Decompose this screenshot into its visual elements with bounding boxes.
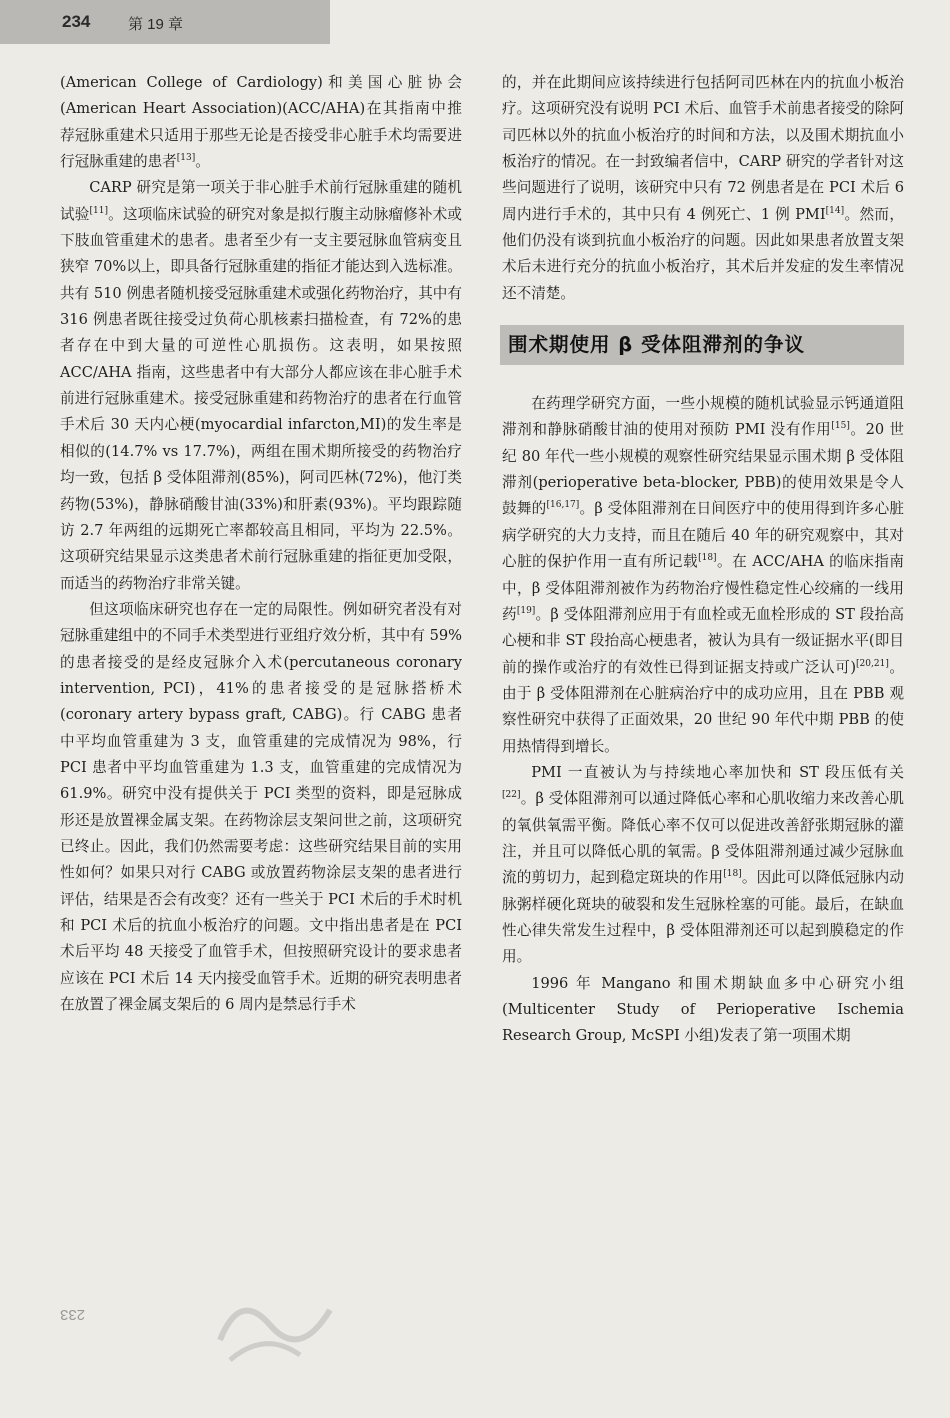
section-heading: 围术期使用 β 受体阻滞剂的争议 — [500, 325, 904, 365]
paragraph-text: 。β 受体阻滞剂在日间医疗中的使用得到许多心脏病学研究的大力支持，而且在随后 40 年的研究观察中，其对心脏的保护作用一直有所记载 — [502, 500, 904, 571]
citation: [22] — [502, 790, 521, 801]
paragraph-text: 。 — [195, 153, 210, 171]
paragraph-text: 。β 受体阻滞剂应用于有血栓或无血栓形成的 ST 段抬高心梗和非 ST 段抬高心梗患者，被认为具有一级证据水平(即目前的操作或治疗的有效性已得到证据支持或广泛认可) — [502, 605, 904, 676]
citation: [14] — [825, 205, 845, 216]
paragraph-text: 。在 ACC/AHA 的临床指南中，β 受体阻滞剂被作为药物治疗慢性稳定性心绞痛的一线用药 — [502, 553, 904, 623]
paragraph-text: 。因此可以降低冠脉内动脉粥样硬化斑块的破裂和发生冠脉栓塞的可能。最后，在缺血性心律失常发生过程中，β 受体阻滞剂还可以起到膜稳定的作用。 — [502, 869, 904, 966]
paragraph-text: 但这项临床研究也存在一定的局限性。例如研究者没有对冠脉重建组中的不同手术类型进行亚组疗效分析，其中有 59%的患者接受的是经皮冠脉介入术(percutaneous coronary intervention, PCI)，41%的患者接受的是冠脉搭桥术(coronary artery bypass graft, CABG)。行 CABG 患者中平均血管重建为 3 支，血管重建的完成情况为 98%，行 PCI 患者中平均血管重建为 1.3 支，血管重建的完成情况为 61.9%。研究中没有提供关于 PCI 类型的资料，即是冠脉成形还是放置裸金属支架。在药物涂层支架问世之前，这项研究已终止。因此，我们仍然需要考虑：这些研究结果目前的实用性如何？如果只对行 CABG 或放置药物涂层支架的患者进行评估，结果是否会有改变？还有一些关于 PCI 术后的手术时机和 PCI 术后的抗血小板治疗的问题。文中指出患者是在 PCI 术后平均 48 天接受了血管手术，但按照研究设计的要求患者应该在 PCI 术后 14 天内接受血管手术。近期的研究表明患者在放置了裸金属支架后的 6 周内是禁忌行手术 — [60, 600, 462, 1014]
mirrored-page-number: 233 — [60, 1306, 86, 1323]
header-bar — [0, 0, 330, 44]
citation: [19] — [516, 605, 536, 616]
right-column — [502, 70, 904, 1050]
chapter-label: 第 19 章 — [128, 16, 184, 33]
citation: [18] — [723, 869, 742, 880]
paragraph — [502, 391, 904, 760]
paragraph-text: 在药理学研究方面，一些小规模的随机试验显示钙通道阻滞剂和静脉硝酸甘油的使用对预防 PMI 没有作用 — [502, 395, 904, 439]
paragraph-text: 。由于 β 受体阻滞剂在心脏病治疗中的成功应用，且在 PBB 观察性研究中获得了正面效果，20 世纪 90 年代中期 PBB 的使用热情得到增长。 — [502, 658, 904, 755]
left-column — [60, 70, 462, 1018]
paragraph — [60, 175, 462, 597]
citation: [20,21] — [856, 658, 889, 669]
paragraph-text: 。然而，他们仍没有谈到抗血小板治疗的问题。因此如果患者放置支架术后未进行充分的抗血小板治疗，其术后并发症的发生率情况还不清楚。 — [502, 205, 904, 302]
citation: [11] — [89, 205, 108, 216]
paragraph — [502, 760, 904, 971]
paragraph — [502, 971, 904, 1050]
page-number: 234 — [62, 12, 91, 31]
paragraph — [60, 70, 462, 175]
citation: [15] — [831, 421, 850, 432]
paragraph-text: 。β 受体阻滞剂可以通过降低心率和心肌收缩力来改善心肌的氧供氧需平衡。降低心率不仅可以促进改善舒张期冠脉的灌注，并且可以降低心肌的氧需。β 受体阻滞剂通过减少冠脉血流的剪切力，起到稳定斑块的作用 — [502, 790, 904, 887]
paragraph-text: PMI 一直被认为与持续地心率加快和 ST 段压低有关 — [531, 763, 904, 781]
paragraph — [502, 70, 904, 307]
citation: [18] — [698, 553, 717, 564]
watermark-stamp-icon — [210, 1270, 340, 1370]
paragraph — [60, 597, 462, 1019]
citation: [16,17] — [546, 500, 580, 511]
paragraph-text: 1996 年 Mangano 和围术期缺血多中心研究小组(Multicenter Study of Perioperative Ischemia Research Group, McSPI 小组)发表了第一项围术期 — [502, 974, 904, 1045]
citation: [13] — [176, 153, 196, 164]
paragraph-text: CARP 研究是第一项关于非心脏手术前行冠脉重建的随机试验 — [60, 179, 462, 223]
paragraph-text: 。20 世纪 80 年代一些小规模的观察性研究结果显示围术期 β 受体阻滞剂(perioperative beta-blocker, PBB)的使用效果是令人鼓舞的 — [502, 421, 904, 518]
paragraph-text: 。这项临床试验的研究对象是拟行腹主动脉瘤修补术或下肢血管重建术的患者。患者至少有一支主要冠脉血管病变且狭窄 70%以上，即具备行冠脉重建的指征才能达到入选标准。共有 510 例患者随机接受冠脉重建术或强化药物治疗，其中有 316 例患者既往接受过负荷心肌核素扫描检查，有 72%的患者存在中到大量的可逆性心肌损伤。这表明，如果按照 ACC/AHA 指南，这些患者中有大部分人都应该在非心脏手术前进行冠脉重建术。接受冠脉重建和药物治疗的患者在行血管手术后 30 天内心梗(myocardial infarcton,MI)的发生率是相似的(14.7% vs 17.7%)，两组在围术期所接受的药物治疗均一致，包括 β 受体阻滞剂(85%)，阿司匹林(72%)，他汀类药物(53%)，静脉硝酸甘油(33%)和肝素(93%)。平均跟踪随访 2.7 年两组的远期死亡率都较高且相同，平均为 22.5%。这项研究结果显示这类患者术前行冠脉重建的指征更加受限，而适当的药物治疗非常关键。 — [60, 205, 462, 592]
paragraph-text: (American College of Cardiology)和美国心脏协会(American Heart Association)(ACC/AHA)在其指南中推荐冠脉重建术只适用于那些无论是否接受非心脏手术均需要进行冠脉重建的患者 — [60, 74, 462, 171]
paragraph-text: 的，并在此期间应该持续进行包括阿司匹林在内的抗血小板治疗。这项研究没有说明 PCI 术后、血管手术前患者接受的除阿司匹林以外的抗血小板治疗的时间和方法，以及围术期抗血小板治疗的情况。在一封致编者信中，CARP 研究的学者针对这些问题进行了说明，该研究中只有 72 例患者是在 PCI 术后 6 周内进行手术的，其中只有 4 例死亡、1 例 PMI — [502, 74, 904, 223]
